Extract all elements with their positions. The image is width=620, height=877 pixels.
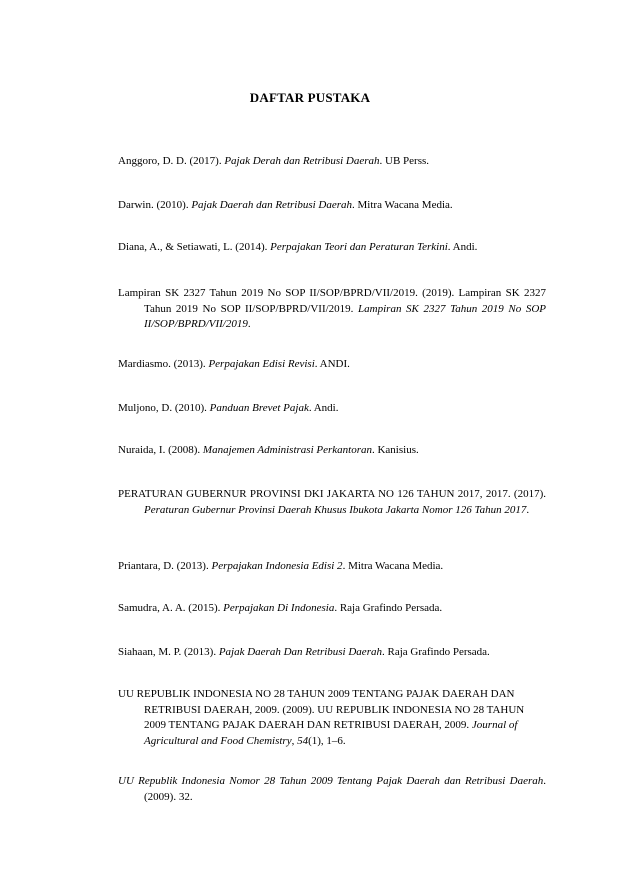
reference-text: . (526, 503, 530, 516)
reference-entry (118, 774, 546, 805)
reference-text: . Mitra Wacana Media. (342, 560, 444, 572)
reference-title: Peraturan Gubernur Provinsi Daerah Khusus Ibukota Jakarta Nomor 126 Tahun 2017 (144, 503, 527, 516)
reference-entry (118, 443, 546, 459)
reference-title: Pajak Derah dan Retribusi Daerah (224, 155, 380, 167)
reference-text: Darwin. (2010). (118, 199, 192, 211)
reference-text: Mardiasmo. (2013). (118, 358, 209, 370)
reference-title: Perpajakan Teori dan Peraturan Terkini (270, 241, 448, 253)
reference-entry (118, 240, 546, 256)
reference-text: . Raja Grafindo Persada. (334, 602, 443, 614)
reference-text: UU REPUBLIK INDONESIA NO 28 TAHUN 2009 TENTANG PAJAK DAERAH DAN RETRIBUSI DAERAH, 2009. (2009). UU REPUBLIK INDONESIA NO 28 TAHUN 2009 TENTANG PAJAK DAERAH DAN RETRIBUSI DAERAH, 2009. (118, 688, 525, 731)
reference-title: Perpajakan Di Indonesia (223, 602, 335, 614)
reference-text: , (291, 734, 298, 747)
reference-entry (118, 687, 546, 749)
reference-title: Perpajakan Indonesia Edisi 2 (211, 560, 343, 572)
reference-text: Samudra, A. A. (2015). (118, 602, 224, 614)
reference-text: . UB Perss. (379, 155, 430, 167)
reference-entry (118, 601, 546, 617)
reference-text: . Andi. (447, 241, 478, 253)
reference-text: Siahaan, M. P. (2013). (118, 646, 219, 658)
reference-text: . Raja Grafindo Persada. (381, 646, 490, 658)
reference-text: . (2009). 32. (144, 775, 546, 803)
reference-text: Anggoro, D. D. (2017). (118, 155, 225, 167)
reference-title: Lampiran SK 2327 Tahun 2019 No SOP II/SOP/BPRD/VII/2019 (144, 302, 546, 330)
reference-entry (118, 559, 546, 575)
reference-title: Panduan Brevet Pajak (209, 402, 309, 414)
reference-entry (118, 154, 546, 170)
reference-volume: 54 (297, 734, 309, 747)
reference-text: Lampiran SK 2327 Tahun 2019 No SOP II/SOP/BPRD/VII/2019. (2019). Lampiran SK 2327 Tahun 2019 No SOP II/SOP/BPRD/VII/2019. (118, 287, 546, 315)
reference-title: Journal of Agricultural and Food Chemistry (144, 719, 518, 747)
reference-text: . Kanisius. (371, 444, 419, 456)
reference-text: . Andi. (308, 402, 339, 414)
reference-text: . (247, 318, 251, 330)
reference-title: UU Republik Indonesia Nomor 28 Tahun 2009 Tentang Pajak Daerah dan Retribusi Daerah (118, 775, 544, 787)
reference-text: . Mitra Wacana Media. (352, 199, 453, 211)
reference-title: Pajak Daerah Dan Retribusi Daerah (218, 646, 382, 658)
reference-text: (1), 1–6. (308, 734, 346, 747)
page-title: DAFTAR PUSTAKA (249, 90, 371, 105)
reference-text: Nuraida, I. (2008). (118, 444, 203, 456)
reference-text: Muljono, D. (2010). (118, 402, 210, 414)
reference-title: Manajemen Administrasi Perkantoran (202, 444, 372, 456)
reference-text: . ANDI. (314, 358, 350, 370)
reference-entry (118, 357, 546, 373)
reference-title: Pajak Daerah dan Retribusi Daerah (191, 199, 353, 211)
reference-entry (118, 198, 546, 214)
reference-text: PERATURAN GUBERNUR PROVINSI DKI JAKARTA NO 126 TAHUN 2017, 2017. (2017). (118, 488, 546, 500)
reference-entry (118, 487, 546, 518)
reference-entry (118, 645, 546, 661)
reference-title: Perpajakan Edisi Revisi (208, 358, 315, 370)
reference-text: Priantara, D. (2013). (118, 560, 212, 572)
reference-entry (118, 286, 546, 333)
reference-entry (118, 401, 546, 417)
reference-text: Diana, A., & Setiawati, L. (2014). (118, 241, 271, 253)
